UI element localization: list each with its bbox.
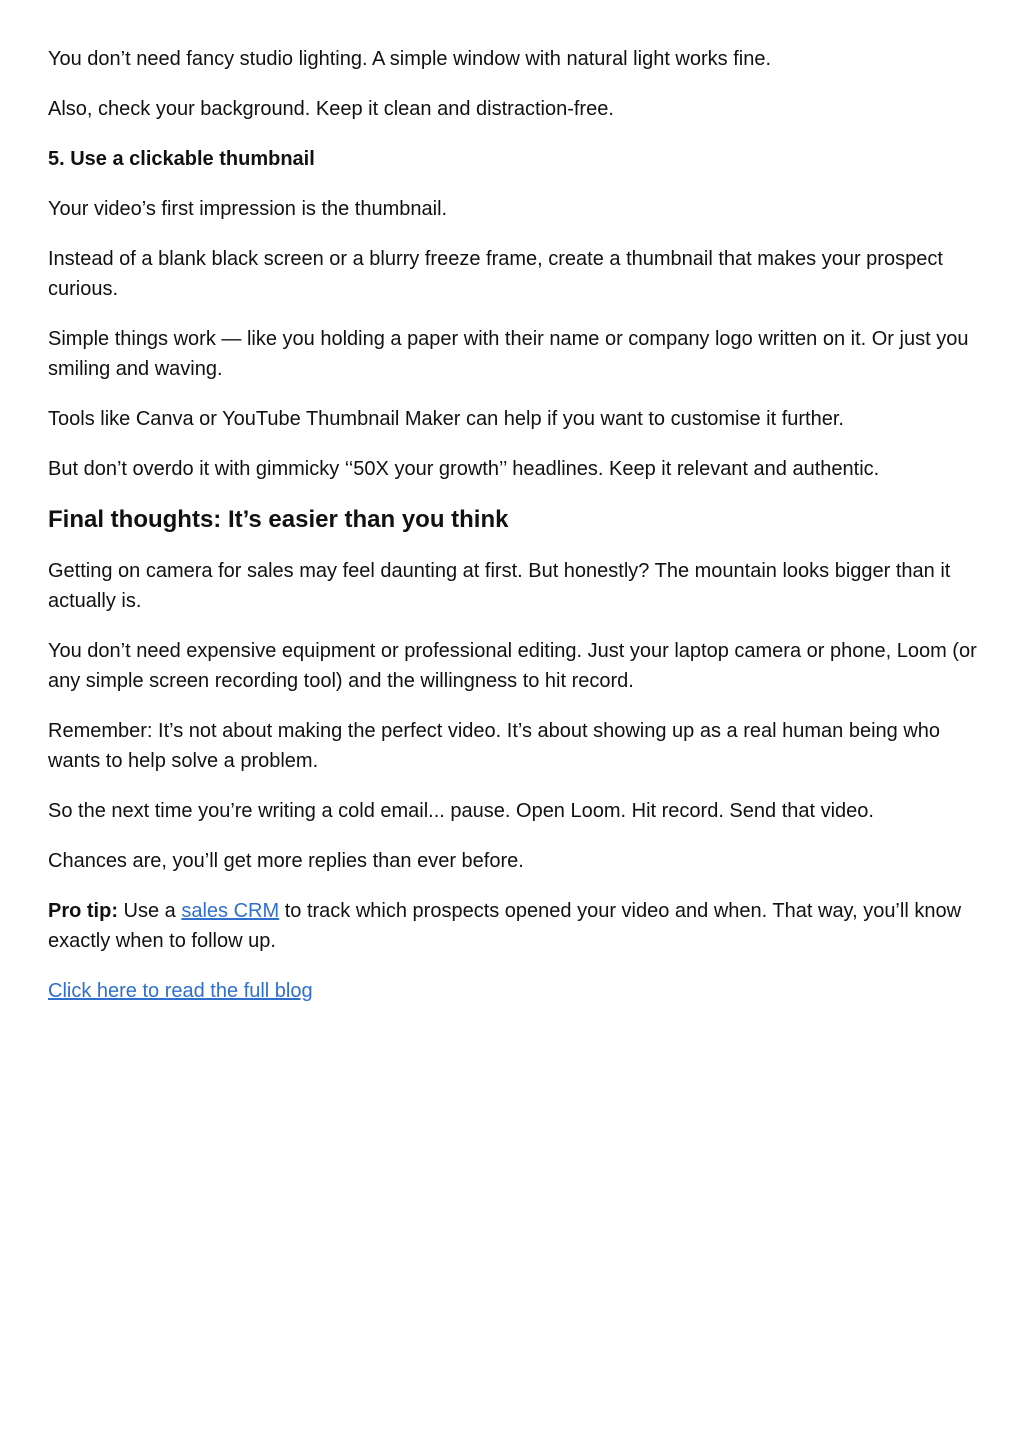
section-heading: Final thoughts: It’s easier than you think: [48, 506, 509, 533]
paragraph: Your video’s first impression is the thumbnail.: [48, 198, 448, 220]
paragraph: You don’t need expensive equipment or professional editing. Just your laptop camera or phone, Loom (or any simple screen recording tool) and the willingness to hit record.: [48, 640, 977, 692]
pro-tip-paragraph: [48, 896, 978, 956]
pro-tip-text-after: to track which prospects opened your video and when. That way, you’ll know exactly when to follow up.: [48, 900, 962, 952]
paragraph: Getting on camera for sales may feel daunting at first. But honestly? The mountain looks bigger than it actually is.: [48, 560, 951, 612]
article-body: [48, 44, 978, 1026]
pro-tip-label: Pro tip:: [48, 900, 118, 922]
sales-crm-link[interactable]: sales CRM: [181, 900, 280, 922]
paragraph: Chances are, you’ll get more replies than ever before.: [48, 850, 524, 872]
section-subheading: 5. Use a clickable thumbnail: [48, 148, 315, 170]
read-more-paragraph: [48, 976, 978, 1006]
paragraph: Also, check your background. Keep it clean and distraction-free.: [48, 98, 614, 120]
paragraph: But don’t overdo it with gimmicky ‘‘50X your growth’’ headlines. Keep it relevant and authentic.: [48, 458, 880, 480]
paragraph: So the next time you’re writing a cold email... pause. Open Loom. Hit record. Send that video.: [48, 800, 874, 822]
paragraph: Tools like Canva or YouTube Thumbnail Maker can help if you want to customise it further.: [48, 408, 844, 430]
paragraph: Instead of a blank black screen or a blurry freeze frame, create a thumbnail that makes your prospect curious.: [48, 248, 943, 300]
pro-tip-text-before: Use a: [118, 900, 182, 922]
paragraph: You don’t need fancy studio lighting. A simple window with natural light works fine.: [48, 48, 772, 70]
paragraph: Remember: It’s not about making the perfect video. It’s about showing up as a real human being who wants to help solve a problem.: [48, 720, 941, 772]
paragraph: Simple things work — like you holding a paper with their name or company logo written on it. Or just you smiling and waving.: [48, 328, 969, 380]
read-full-blog-link[interactable]: Click here to read the full blog: [48, 980, 313, 1002]
